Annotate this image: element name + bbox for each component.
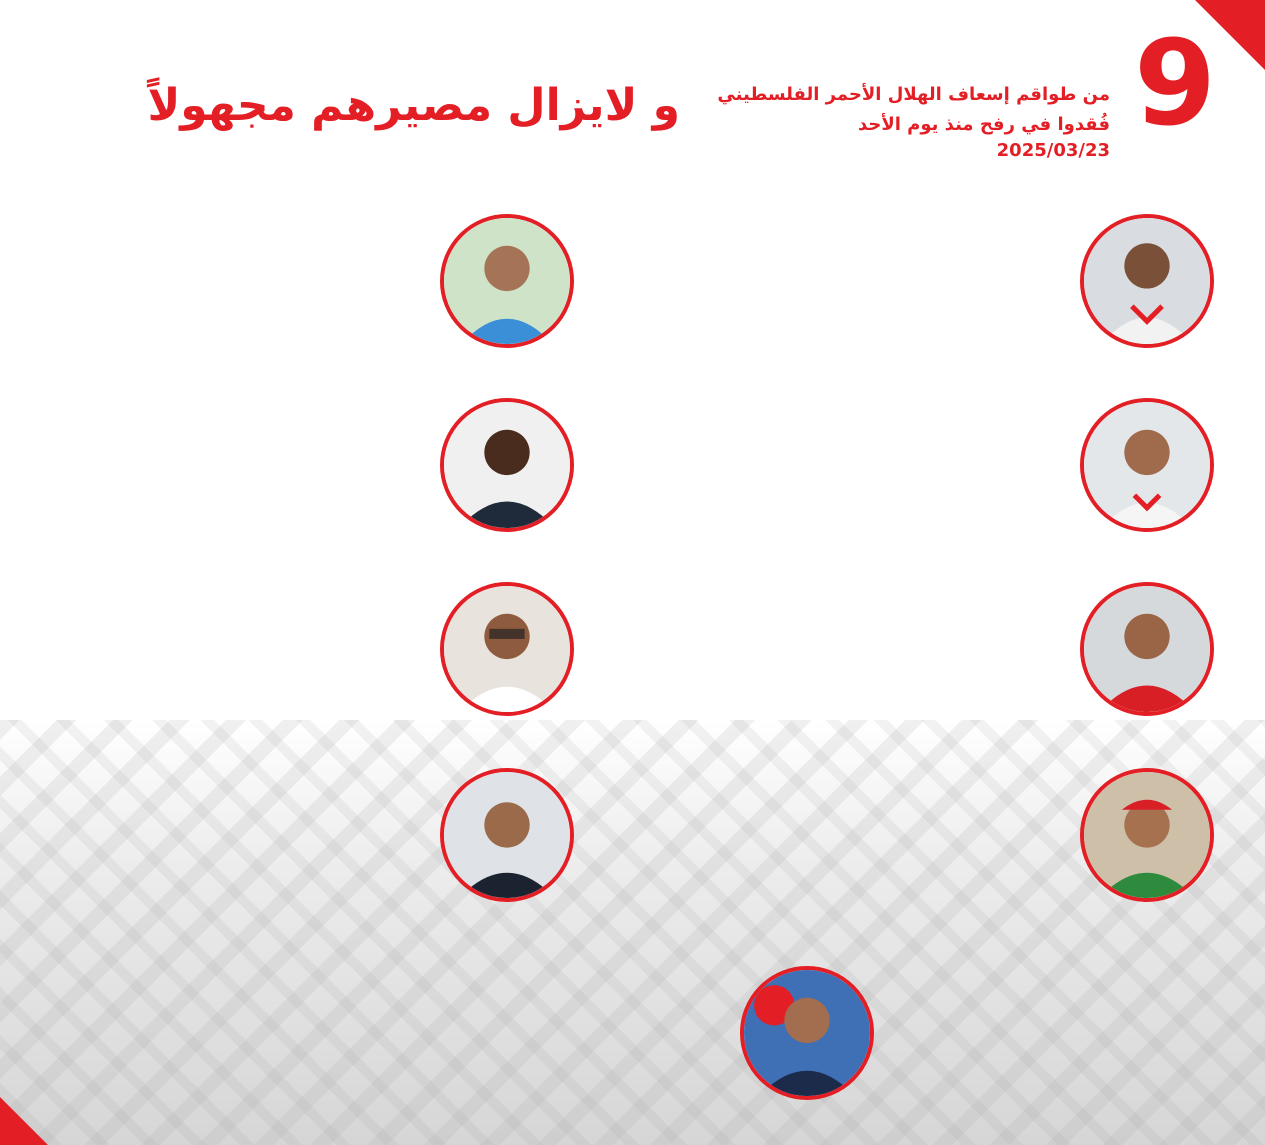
missing-count: 9 (1133, 14, 1217, 152)
person-photo-icon (1080, 398, 1214, 532)
person-photo-icon (740, 966, 874, 1100)
person-photo-icon (1080, 214, 1214, 348)
person-photo-icon (440, 768, 574, 902)
person-photo-icon (1080, 768, 1214, 902)
page-headline: و لايزال مصيرهم مجهولاً (147, 80, 680, 131)
person-photo-icon (440, 214, 574, 348)
corner-accent-bottom-left (0, 1097, 48, 1145)
person-photo-icon (1080, 582, 1214, 716)
person-photo-icon (440, 398, 574, 532)
background-rubble-image (0, 720, 1265, 1145)
header-subtitle-line1: من طواقم إسعاف الهلال الأحمر الفلسطيني (717, 84, 1110, 105)
header-subtitle-line2: فُقدوا في رفح منذ يوم الأحد (857, 114, 1110, 135)
header-date: 2025/03/23 (996, 140, 1110, 161)
person-photo-icon (440, 582, 574, 716)
